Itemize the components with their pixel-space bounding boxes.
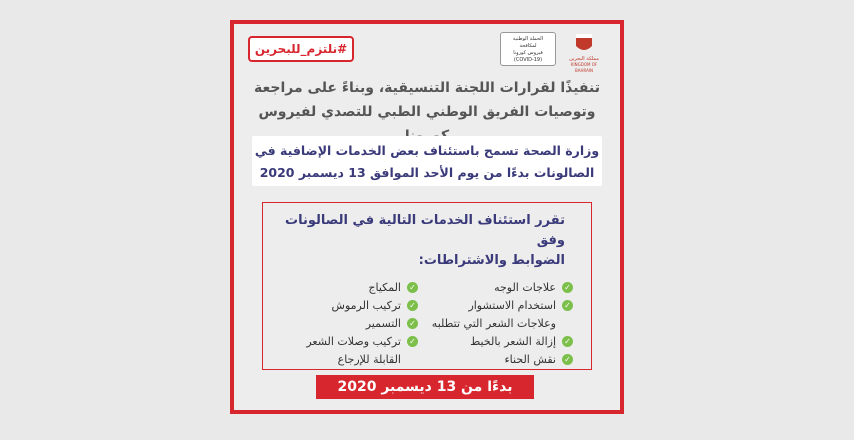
logo-line: الحملة الوطنية [512,36,544,42]
services-box [262,202,592,370]
item-label: إزالة الشعر بالخيط [470,335,556,348]
list-item [418,333,573,351]
headline-line: تنفيذًا لقرارات اللجنة التنسيقية، وبناءً على مراجعة [254,80,600,96]
check-icon: ✓ [562,354,573,365]
item-label: وعلاجات الشعر التي تتطلبه [431,317,556,330]
services-left-column [263,279,418,369]
check-icon: ✓ [407,282,418,293]
services-title [263,203,591,271]
item-label: تركيب وصلات الشعر [306,335,401,348]
item-label: القابلة للإرجاع [337,353,401,366]
services-columns [263,279,591,369]
services-title-line: تقرر استئناف الخدمات التالية في الصالونات وفق [285,213,565,248]
announcement-line: وزارة الصحة تسمح باستئناف بعض الخدمات الإضافية في [254,143,600,158]
kingdom-name: مملكة البحرين [569,56,599,62]
item-label: المكياج [368,281,401,294]
item-label: علاجات الوجه [494,281,556,294]
date-banner: بدءًا من 13 ديسمبر 2020 [316,375,534,399]
announcement-card [230,20,624,414]
logo-line: فيروس كورونا [513,50,543,56]
headline-line: وتوصيات الفريق الوطني الطبي للتصدي لفيروس [258,104,596,120]
list-item [418,297,573,315]
check-icon: ✓ [407,300,418,311]
logo-line: لمكافحة [519,43,537,49]
list-item [263,351,418,369]
check-icon: ✓ [407,336,418,347]
list-item [263,279,418,297]
list-item [418,351,573,369]
emblem-icon [562,32,606,56]
announcement-box [252,136,602,186]
services-title-line: الضوابط والاشتراطات: [418,253,565,268]
list-item [263,333,418,351]
list-item [263,315,418,333]
hashtag-badge: #نلتزم_للبحرين [248,36,354,62]
item-label: استخدام الاستشوار [468,299,556,312]
list-item [418,279,573,297]
check-icon: ✓ [562,282,573,293]
covid-campaign-logo [500,32,556,66]
services-right-column [418,279,573,369]
list-item [263,297,418,315]
check-icon: ✓ [562,300,573,311]
kingdom-name-en: KINGDOM OF BAHRAIN [570,62,598,73]
item-label: التسمير [365,317,401,330]
bahrain-emblem-logo [562,32,606,72]
check-icon: ✓ [407,318,418,329]
list-item [418,315,573,333]
logos [500,32,606,72]
check-icon: ✓ [562,336,573,347]
item-label: نقش الحناء [504,353,556,366]
item-label: تركيب الرموش [331,299,401,312]
announcement-line: الصالونات بدءًا من يوم الأحد الموافق 13 ديسمبر 2020 [259,165,595,180]
logo-line: (COVID-19) [513,57,543,63]
